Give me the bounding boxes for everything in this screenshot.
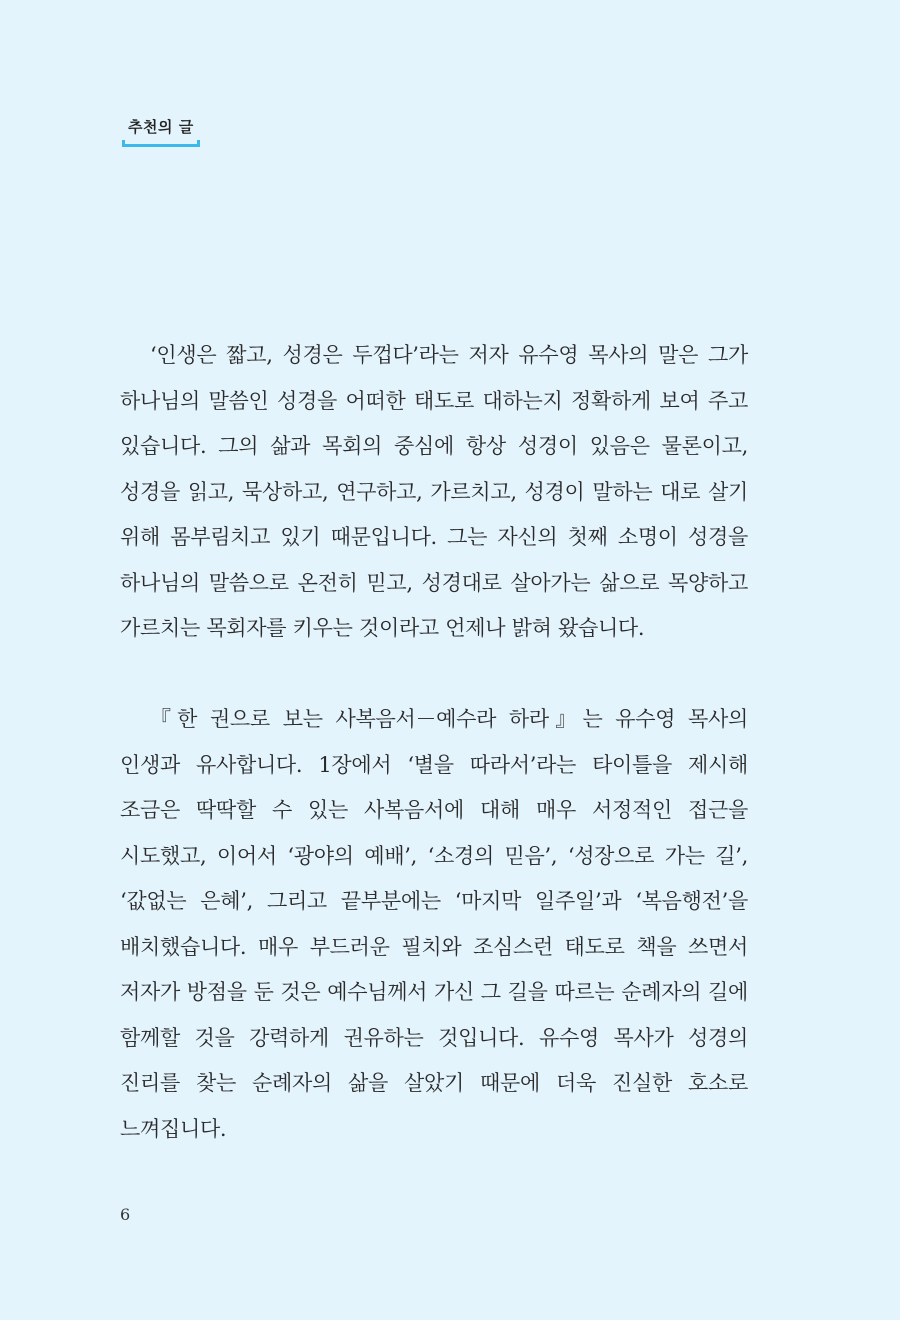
section-label: 추천의 글 bbox=[128, 118, 194, 136]
section-underline-bracket bbox=[122, 140, 200, 147]
paragraph-1: ‘인생은 짧고, 성경은 두껍다’라는 저자 유수영 목사의 말은 그가 하나님의 말씀인 성경을 어떠한 태도로 대하는지 정확하게 보여 주고 있습니다. 그의 삶과 목회의 중심에 항상 성경이 있음은 물론이고, 성경을 읽고, 묵상하고, 연구하고, 가르치고, 성경이 말하는 대로 살기 위해 몸부림치고 있기 때문입니다. 그는 자신의 첫째 소명이 성경을 하나님의 말씀으로 온전히 믿고, 성경대로 살아가는 삶으로 목양하고 가르치는 목회자를 키우는 것이라고 언제나 밝혀 왔습니다. bbox=[120, 343, 748, 640]
page-number: 6 bbox=[120, 1205, 131, 1224]
section-header bbox=[122, 116, 200, 147]
paragraph-2: 『한 권으로 보는 사복음서－예수라 하라』는 유수영 목사의 인생과 유사합니다. 1장에서 ‘별을 따라서’라는 타이틀을 제시해 조금은 딱딱할 수 있는 사복음서에 대해 매우 서정적인 접근을 시도했고, 이어서 ‘광야의 예배’, ‘소경의 믿음’, ‘성장으로 가는 길’, ‘값없는 은혜’, 그리고 끝부분에는 ‘마지막 일주일’과 ‘복음행전’을 배치했습니다. 매우 부드러운 필치와 조심스런 태도로 책을 쓰면서 저자가 방점을 둔 것은 예수님께서 가신 그 길을 따르는 순례자의 길에 함께할 것을 강력하게 권유하는 것입니다. 유수영 목사가 성경의 진리를 찾는 순례자의 삶을 살았기 때문에 더욱 진실한 호소로 느껴집니다. bbox=[120, 707, 748, 1141]
body-text bbox=[120, 333, 748, 1152]
